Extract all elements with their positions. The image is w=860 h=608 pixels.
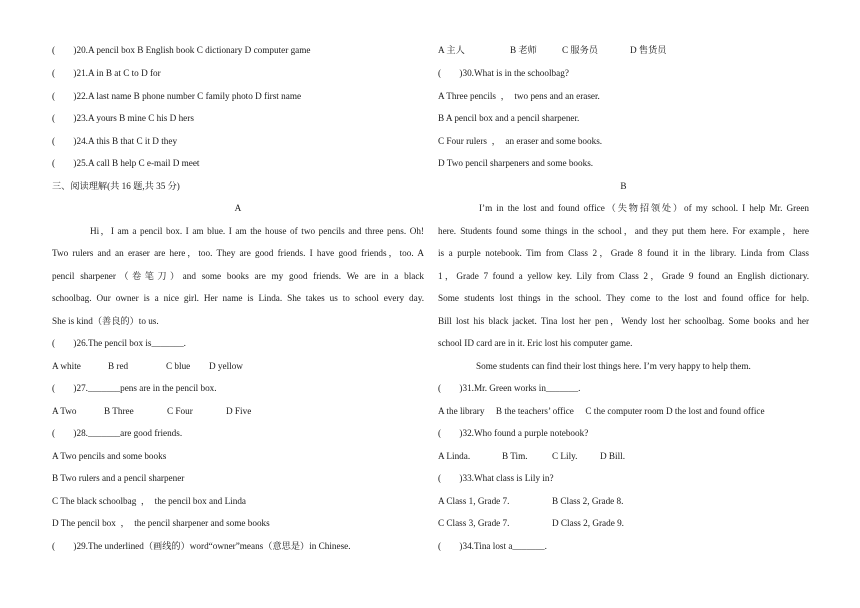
question-31: ( )31.Mr. Green works in_______. [438,383,581,393]
passage-b-line-4: 1，Grade 7 found a yellow key. Lily from Class 2，Grade 9 found an English dictionary. [438,271,809,281]
q33-options-row-2 [438,517,809,529]
q30-option-c: C Four rulers ， an eraser and some books. [438,136,603,146]
passage-a-label: A [234,203,242,213]
passage-a-line-2: Two rulers and an eraser are here，too. They are good friends. I have good friends，too. A [52,248,424,258]
question-33: ( )33.What class is Lily in? [438,473,554,483]
q26-option-b: B red [108,361,129,371]
q26-option-d: D yellow [209,361,243,371]
q27-option-c: C Four [167,406,193,416]
passage-a-line-3: pencil sharpener（卷笔刀）and some books are my good friends. We are in a black [52,271,424,281]
q28-option-b: B Two rulers and a pencil sharpener [52,473,185,483]
passage-a-line-5: She is kind（善良的）to us. [52,316,159,326]
passage-b-line-7: school ID card are in it. Eric lost his computer game. [438,338,633,348]
passage-b-line-1: I’m in the lost and found office（失物招领处）of my school. I help Mr. Green [479,203,809,213]
q27-option-a: A Two [52,406,77,416]
q32-option-d: D Bill. [600,451,626,461]
passage-b-line-3: is a purple notebook. Tim from Class 2，Grade 8 found it in the library. Linda from Class [438,248,809,258]
question-25: ( )25.A call B help C e-mail D meet [52,158,200,168]
q29-option-c: C 服务员 [562,45,598,55]
q26-option-c: C blue [166,361,191,371]
q30-option-a: A Three pencils ， two pens and an eraser. [438,91,600,101]
q33-option-a: A Class 1, Grade 7. [438,496,510,506]
q33-option-d: D Class 2, Grade 9. [552,518,624,528]
question-27-options [52,405,424,417]
question-20: ( )20.A pencil box B English book C dictionary D computer game [52,45,311,55]
q33-option-c: C Class 3, Grade 7. [438,518,510,528]
question-29-options [438,44,809,56]
passage-b-label: B [620,181,627,191]
passage-a-line-1: Hi，I am a pencil box. I am blue. I am the house of two pencils and three pens. Oh! [90,226,424,236]
passage-b-line-2: here. Students found some things in the school，and they put them here. For example，here [438,226,809,236]
question-34: ( )34.Tina lost a_______. [438,541,547,551]
q32-option-a: A Linda. [438,451,471,461]
question-29: ( )29.The underlined（画线的）word“owner”means（意思是）in Chinese. [52,541,351,551]
question-32: ( )32.Who found a purple notebook? [438,428,589,438]
q26-option-a: A white [52,361,81,371]
section-3-heading: 三、阅读理解(共 16 题,共 35 分) [52,181,180,191]
passage-a-line-4: schoolbag. Our owner is a nice girl. Her name is Linda. She takes us to school every day. [52,293,424,303]
q29-option-d: D 售货员 [630,45,667,55]
passage-b-line-6: Bill lost his black jacket. Tina lost her pen，Wendy lost her schoolbag. Some books and her [438,316,809,326]
q29-option-a: A 主人 [438,45,465,55]
q28-option-d: D The pencil box ， the pencil sharpener and some books [52,518,270,528]
q30-option-d: D Two pencil sharpeners and some books. [438,158,594,168]
q29-option-b: B 老师 [510,45,537,55]
question-23: ( )23.A yours B mine C his D hers [52,113,194,123]
q32-option-c: C Lily. [552,451,578,461]
q30-option-b: B A pencil box and a pencil sharpener. [438,113,580,123]
q33-options-row-1 [438,495,809,507]
question-24: ( )24.A this B that C it D they [52,136,178,146]
question-22: ( )22.A last name B phone number C family photo D first name [52,91,302,101]
question-32-options [438,450,809,462]
question-27: ( )27._______pens are in the pencil box. [52,383,217,393]
q28-option-c: C The black schoolbag ， the pencil box and Linda [52,496,246,506]
question-30: ( )30.What is in the schoolbag? [438,68,569,78]
question-26: ( )26.The pencil box is_______. [52,338,186,348]
q28-option-a: A Two pencils and some books [52,451,167,461]
question-21: ( )21.A in B at C to D for [52,68,161,78]
q32-option-b: B Tim. [502,451,528,461]
q27-option-d: D Five [226,406,252,416]
passage-b-line-5: Some students lost things in the school. They come to the lost and found office for help. [438,293,809,303]
q31-options: A the library B the teachers’ office C the computer room D the lost and found office [438,406,765,416]
q27-option-b: B Three [104,406,134,416]
question-26-options [52,360,424,372]
question-28: ( )28._______are good friends. [52,428,183,438]
q33-option-b: B Class 2, Grade 8. [552,496,624,506]
passage-b-line-8: Some students can find their lost things here. I’m very happy to help them. [476,361,751,371]
